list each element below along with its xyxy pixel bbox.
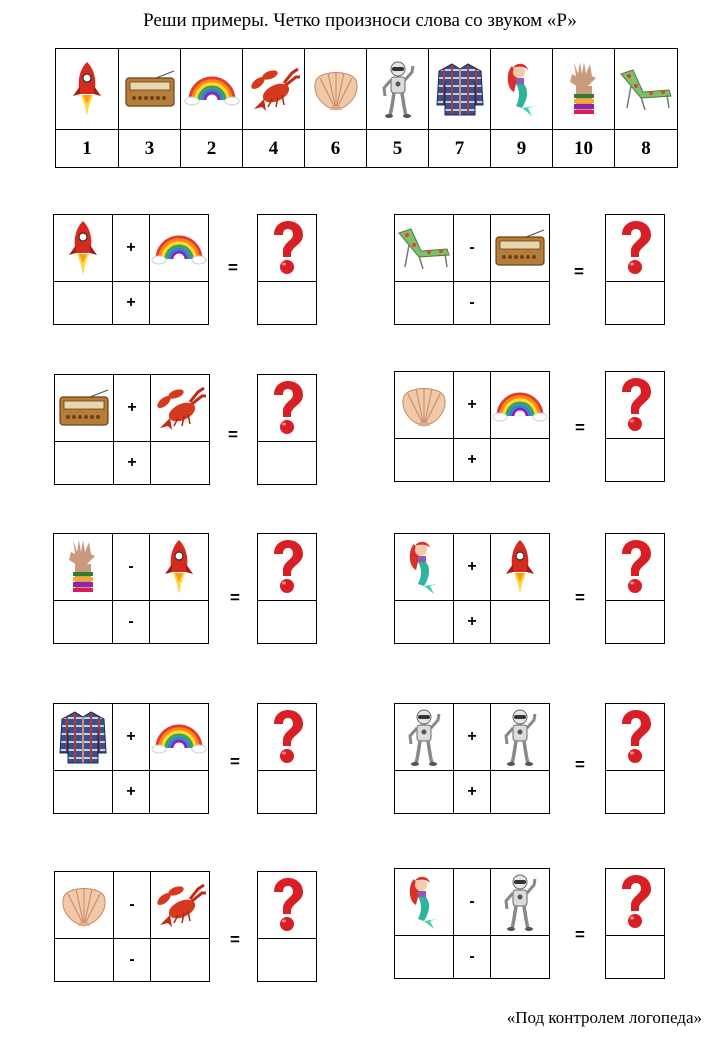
picture-key-table <box>55 48 678 168</box>
operator: - <box>454 936 491 979</box>
question-mark-icon <box>606 704 664 770</box>
operand-b-cell <box>150 704 209 771</box>
number-a-input[interactable] <box>55 442 114 485</box>
lounger-icon <box>615 49 677 129</box>
operand-b-cell <box>491 704 550 771</box>
shell-icon <box>305 49 366 129</box>
number-a-input[interactable] <box>395 601 454 644</box>
problem-table <box>53 703 209 814</box>
mermaid-icon <box>395 534 453 600</box>
operator: + <box>114 375 151 442</box>
problem-table <box>394 533 550 644</box>
question-mark-icon <box>606 534 664 600</box>
equals-sign: = <box>574 262 584 281</box>
answer-picture-cell <box>606 215 665 282</box>
operand-a-cell <box>55 872 114 939</box>
key-number: 6 <box>305 130 367 168</box>
question-mark-icon <box>258 534 316 600</box>
number-b-input[interactable] <box>491 439 550 482</box>
problem-table <box>54 374 210 485</box>
problem-table <box>53 214 209 325</box>
question-mark-icon <box>258 704 316 770</box>
equals-sign: = <box>575 588 585 607</box>
operator: - <box>113 601 150 644</box>
rainbow-icon <box>181 49 242 129</box>
key-number: 4 <box>243 130 305 168</box>
operator: + <box>454 372 491 439</box>
key-cell <box>305 49 367 130</box>
key-number: 9 <box>491 130 553 168</box>
answer-table <box>605 868 665 979</box>
answer-number-input[interactable] <box>606 282 665 325</box>
operand-b-cell <box>151 872 210 939</box>
answer-picture-cell <box>606 869 665 936</box>
crayfish-icon <box>151 375 209 441</box>
equals-sign: = <box>575 755 585 774</box>
number-a-input[interactable] <box>395 282 454 325</box>
problem-table <box>394 868 550 979</box>
answer-number-input[interactable] <box>258 601 317 644</box>
question-mark-icon <box>258 872 316 938</box>
bracelets-icon <box>553 49 614 129</box>
operator: - <box>113 534 150 601</box>
answer-picture-cell <box>258 704 317 771</box>
operator: + <box>454 534 491 601</box>
problem-table <box>394 214 550 325</box>
answer-table <box>257 871 317 982</box>
key-cell <box>429 49 491 130</box>
robot-icon <box>491 704 549 770</box>
answer-table <box>257 374 317 485</box>
operator: + <box>454 439 491 482</box>
problem-table <box>54 871 210 982</box>
key-pictures-row <box>56 49 678 130</box>
operator: - <box>114 939 151 982</box>
number-a-input[interactable] <box>54 771 113 814</box>
rainbow-icon <box>150 215 208 281</box>
number-b-input[interactable] <box>151 939 210 982</box>
question-mark-icon <box>606 215 664 281</box>
equals-sign: = <box>575 925 585 944</box>
answer-number-input[interactable] <box>606 439 665 482</box>
operand-a-cell <box>54 534 113 601</box>
operand-b-cell <box>491 372 550 439</box>
key-cell <box>119 49 181 130</box>
robot-icon <box>491 869 549 935</box>
question-mark-icon <box>258 215 316 281</box>
robot-icon <box>367 49 428 129</box>
answer-picture-cell <box>606 704 665 771</box>
question-mark-icon <box>606 869 664 935</box>
operator: + <box>113 771 150 814</box>
key-cell <box>553 49 615 130</box>
answer-table <box>605 533 665 644</box>
answer-number-input[interactable] <box>258 771 317 814</box>
key-number: 2 <box>181 130 243 168</box>
answer-number-input[interactable] <box>606 936 665 979</box>
rocket-icon <box>491 534 549 600</box>
question-mark-icon <box>258 375 316 441</box>
operand-a-cell <box>395 704 454 771</box>
operand-b-cell <box>491 534 550 601</box>
shell-icon <box>55 872 113 938</box>
number-b-input[interactable] <box>491 601 550 644</box>
operand-b-cell <box>151 375 210 442</box>
operator: - <box>454 215 491 282</box>
answer-number-input[interactable] <box>258 282 317 325</box>
answer-table <box>257 703 317 814</box>
answer-picture-cell <box>606 534 665 601</box>
page-title: Реши примеры. Четко произноси слова со звуком «Р» <box>143 10 577 31</box>
number-b-input[interactable] <box>491 771 550 814</box>
shell-icon <box>395 372 453 438</box>
operator: + <box>114 442 151 485</box>
equals-sign: = <box>228 425 238 444</box>
answer-picture-cell <box>258 375 317 442</box>
answer-number-input[interactable] <box>258 442 317 485</box>
footer-note: «Под контролем логопеда» <box>506 1008 702 1027</box>
answer-picture-cell <box>258 534 317 601</box>
problem-table <box>53 533 209 644</box>
rainbow-icon <box>150 704 208 770</box>
answer-number-input[interactable] <box>258 939 317 982</box>
question-mark-icon <box>606 372 664 438</box>
operand-b-cell <box>491 869 550 936</box>
lounger-icon <box>395 215 453 281</box>
key-number: 5 <box>367 130 429 168</box>
number-b-input[interactable] <box>150 601 209 644</box>
radio-icon <box>119 49 180 129</box>
operand-a-cell <box>54 215 113 282</box>
key-number: 1 <box>56 130 119 168</box>
number-b-input[interactable] <box>150 771 209 814</box>
mermaid-icon <box>395 869 453 935</box>
key-cell <box>367 49 429 130</box>
radio-icon <box>55 375 113 441</box>
number-a-input[interactable] <box>55 939 114 982</box>
crayfish-icon <box>151 872 209 938</box>
key-number: 10 <box>553 130 615 168</box>
rocket-icon <box>56 49 118 129</box>
answer-table <box>605 371 665 482</box>
operator: + <box>113 282 150 325</box>
key-cell <box>181 49 243 130</box>
answer-picture-cell <box>606 372 665 439</box>
answer-number-input[interactable] <box>606 601 665 644</box>
shirt-icon <box>429 49 490 129</box>
operator: - <box>454 282 491 325</box>
operand-a-cell <box>395 869 454 936</box>
number-b-input[interactable] <box>151 442 210 485</box>
operand-b-cell <box>491 215 550 282</box>
rocket-icon <box>54 215 112 281</box>
operand-a-cell <box>395 372 454 439</box>
robot-icon <box>395 704 453 770</box>
answer-table <box>257 214 317 325</box>
answer-picture-cell <box>258 215 317 282</box>
equals-sign: = <box>230 588 240 607</box>
number-a-input[interactable] <box>395 771 454 814</box>
rocket-icon <box>150 534 208 600</box>
operator: + <box>113 704 150 771</box>
key-cell <box>491 49 553 130</box>
operand-b-cell <box>150 534 209 601</box>
operator: - <box>114 872 151 939</box>
number-a-input[interactable] <box>54 282 113 325</box>
operand-a-cell <box>54 704 113 771</box>
number-a-input[interactable] <box>54 601 113 644</box>
answer-table <box>257 533 317 644</box>
number-a-input[interactable] <box>395 439 454 482</box>
answer-picture-cell <box>258 872 317 939</box>
key-cell <box>615 49 678 130</box>
problem-table <box>394 703 550 814</box>
key-numbers-row <box>56 130 678 168</box>
key-cell <box>56 49 119 130</box>
operator: + <box>454 601 491 644</box>
operator: - <box>454 869 491 936</box>
operand-b-cell <box>150 215 209 282</box>
crayfish-icon <box>243 49 304 129</box>
equals-sign: = <box>575 418 585 437</box>
answer-table <box>605 214 665 325</box>
key-number: 7 <box>429 130 491 168</box>
answer-number-input[interactable] <box>606 771 665 814</box>
operand-a-cell <box>395 534 454 601</box>
operand-a-cell <box>395 215 454 282</box>
number-a-input[interactable] <box>395 936 454 979</box>
operator: + <box>113 215 150 282</box>
key-number: 3 <box>119 130 181 168</box>
bracelets-icon <box>54 534 112 600</box>
problem-table <box>394 371 550 482</box>
operator: + <box>454 704 491 771</box>
equals-sign: = <box>228 258 238 277</box>
key-number: 8 <box>615 130 678 168</box>
answer-table <box>605 703 665 814</box>
mermaid-icon <box>491 49 552 129</box>
rainbow-icon <box>491 372 549 438</box>
shirt-icon <box>54 704 112 770</box>
equals-sign: = <box>230 752 240 771</box>
radio-icon <box>491 215 549 281</box>
number-b-input[interactable] <box>491 282 550 325</box>
operand-a-cell <box>55 375 114 442</box>
number-b-input[interactable] <box>150 282 209 325</box>
key-cell <box>243 49 305 130</box>
operator: + <box>454 771 491 814</box>
equals-sign: = <box>230 930 240 949</box>
number-b-input[interactable] <box>491 936 550 979</box>
